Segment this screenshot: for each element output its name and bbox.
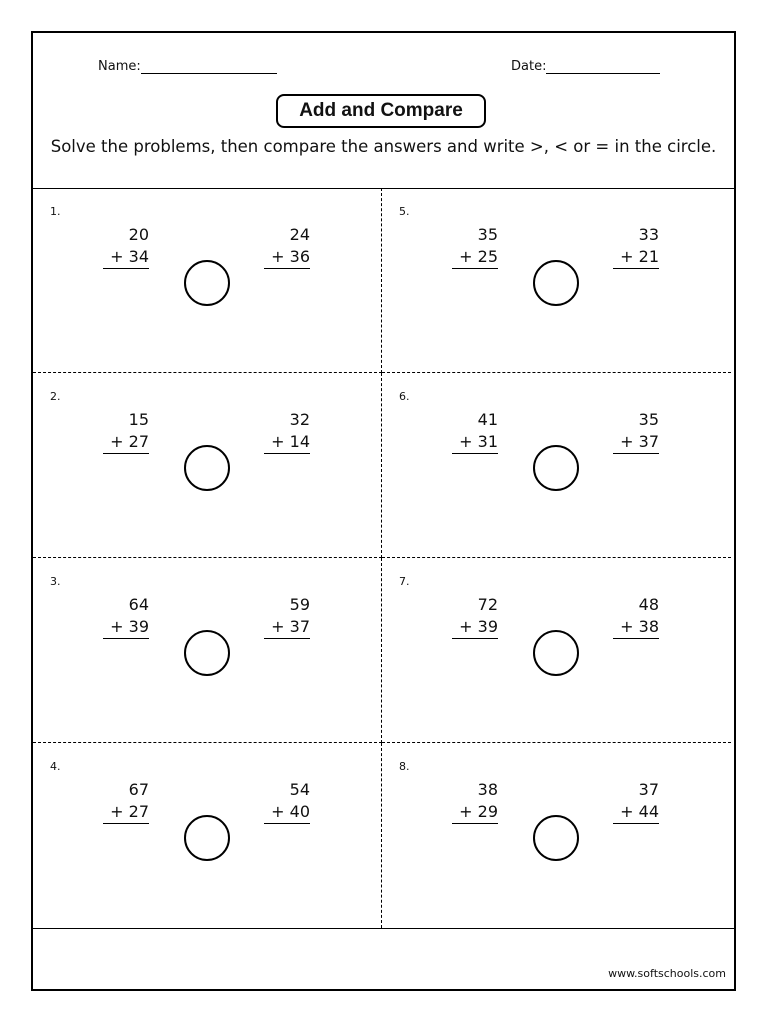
addition-left	[103, 779, 149, 824]
addend-bottom: + 34	[103, 246, 149, 269]
addend-bottom: + 37	[264, 616, 310, 639]
problem-cell	[33, 558, 382, 743]
addition-left	[103, 594, 149, 639]
addend-top: 67	[128, 780, 149, 799]
addition-left	[103, 409, 149, 454]
name-blank[interactable]	[141, 61, 277, 74]
addend-top: 54	[289, 780, 310, 799]
compare-circle[interactable]	[184, 815, 230, 861]
name-field[interactable]	[98, 59, 277, 74]
addend-bottom: + 27	[103, 431, 149, 454]
addition-right	[264, 409, 310, 454]
site-credit: www.softschools.com	[608, 967, 726, 980]
addend-bottom: + 40	[264, 801, 310, 824]
date-blank[interactable]	[546, 61, 660, 74]
addition-right	[613, 779, 659, 824]
addend-top: 37	[638, 780, 659, 799]
addend-bottom: + 27	[103, 801, 149, 824]
compare-circle[interactable]	[184, 630, 230, 676]
addition-right	[264, 224, 310, 269]
worksheet-footer	[33, 928, 734, 990]
problem-number: 6.	[399, 390, 410, 403]
problem-cell	[382, 558, 731, 743]
instructions: Solve the problems, then compare the answers and write >, < or = in the circle.	[50, 137, 717, 156]
problem-number: 4.	[50, 760, 61, 773]
problem-cell	[33, 373, 382, 558]
addend-bottom: + 39	[452, 616, 498, 639]
addend-bottom: + 39	[103, 616, 149, 639]
problem-number: 3.	[50, 575, 61, 588]
problem-cell	[382, 188, 731, 373]
addition-right	[613, 409, 659, 454]
addend-top: 38	[477, 780, 498, 799]
date-label: Date:	[511, 59, 547, 74]
addition-right	[613, 224, 659, 269]
addition-left	[452, 779, 498, 824]
compare-circle[interactable]	[533, 260, 579, 306]
date-field[interactable]	[511, 59, 660, 74]
problem-number: 2.	[50, 390, 61, 403]
addition-left	[103, 224, 149, 269]
problem-number: 7.	[399, 575, 410, 588]
addend-bottom: + 25	[452, 246, 498, 269]
addition-left	[452, 594, 498, 639]
problem-number: 1.	[50, 205, 61, 218]
problem-cell	[33, 188, 382, 373]
problem-cell	[33, 743, 382, 928]
addend-top: 20	[128, 225, 149, 244]
addend-bottom: + 31	[452, 431, 498, 454]
problem-number: 5.	[399, 205, 410, 218]
addend-top: 41	[477, 410, 498, 429]
problem-cell	[382, 743, 731, 928]
addition-right	[264, 594, 310, 639]
worksheet	[31, 31, 736, 991]
addend-bottom: + 21	[613, 246, 659, 269]
compare-circle[interactable]	[533, 815, 579, 861]
addend-top: 32	[289, 410, 310, 429]
addend-bottom: + 38	[613, 616, 659, 639]
problem-cell	[382, 373, 731, 558]
addend-bottom: + 37	[613, 431, 659, 454]
addend-bottom: + 36	[264, 246, 310, 269]
addend-top: 15	[128, 410, 149, 429]
compare-circle[interactable]	[184, 260, 230, 306]
addend-bottom: + 14	[264, 431, 310, 454]
addition-right	[613, 594, 659, 639]
addition-left	[452, 409, 498, 454]
worksheet-title: Add and Compare	[276, 94, 486, 128]
addend-top: 33	[638, 225, 659, 244]
worksheet-header	[33, 33, 734, 189]
addition-left	[452, 224, 498, 269]
problem-grid	[33, 188, 734, 928]
compare-circle[interactable]	[533, 630, 579, 676]
compare-circle[interactable]	[533, 445, 579, 491]
addend-top: 64	[128, 595, 149, 614]
name-label: Name:	[98, 59, 141, 74]
addend-top: 35	[638, 410, 659, 429]
addition-right	[264, 779, 310, 824]
addend-top: 48	[638, 595, 659, 614]
addend-top: 72	[477, 595, 498, 614]
addend-top: 24	[289, 225, 310, 244]
addend-top: 35	[477, 225, 498, 244]
addend-top: 59	[289, 595, 310, 614]
problem-number: 8.	[399, 760, 410, 773]
compare-circle[interactable]	[184, 445, 230, 491]
addend-bottom: + 44	[613, 801, 659, 824]
addend-bottom: + 29	[452, 801, 498, 824]
